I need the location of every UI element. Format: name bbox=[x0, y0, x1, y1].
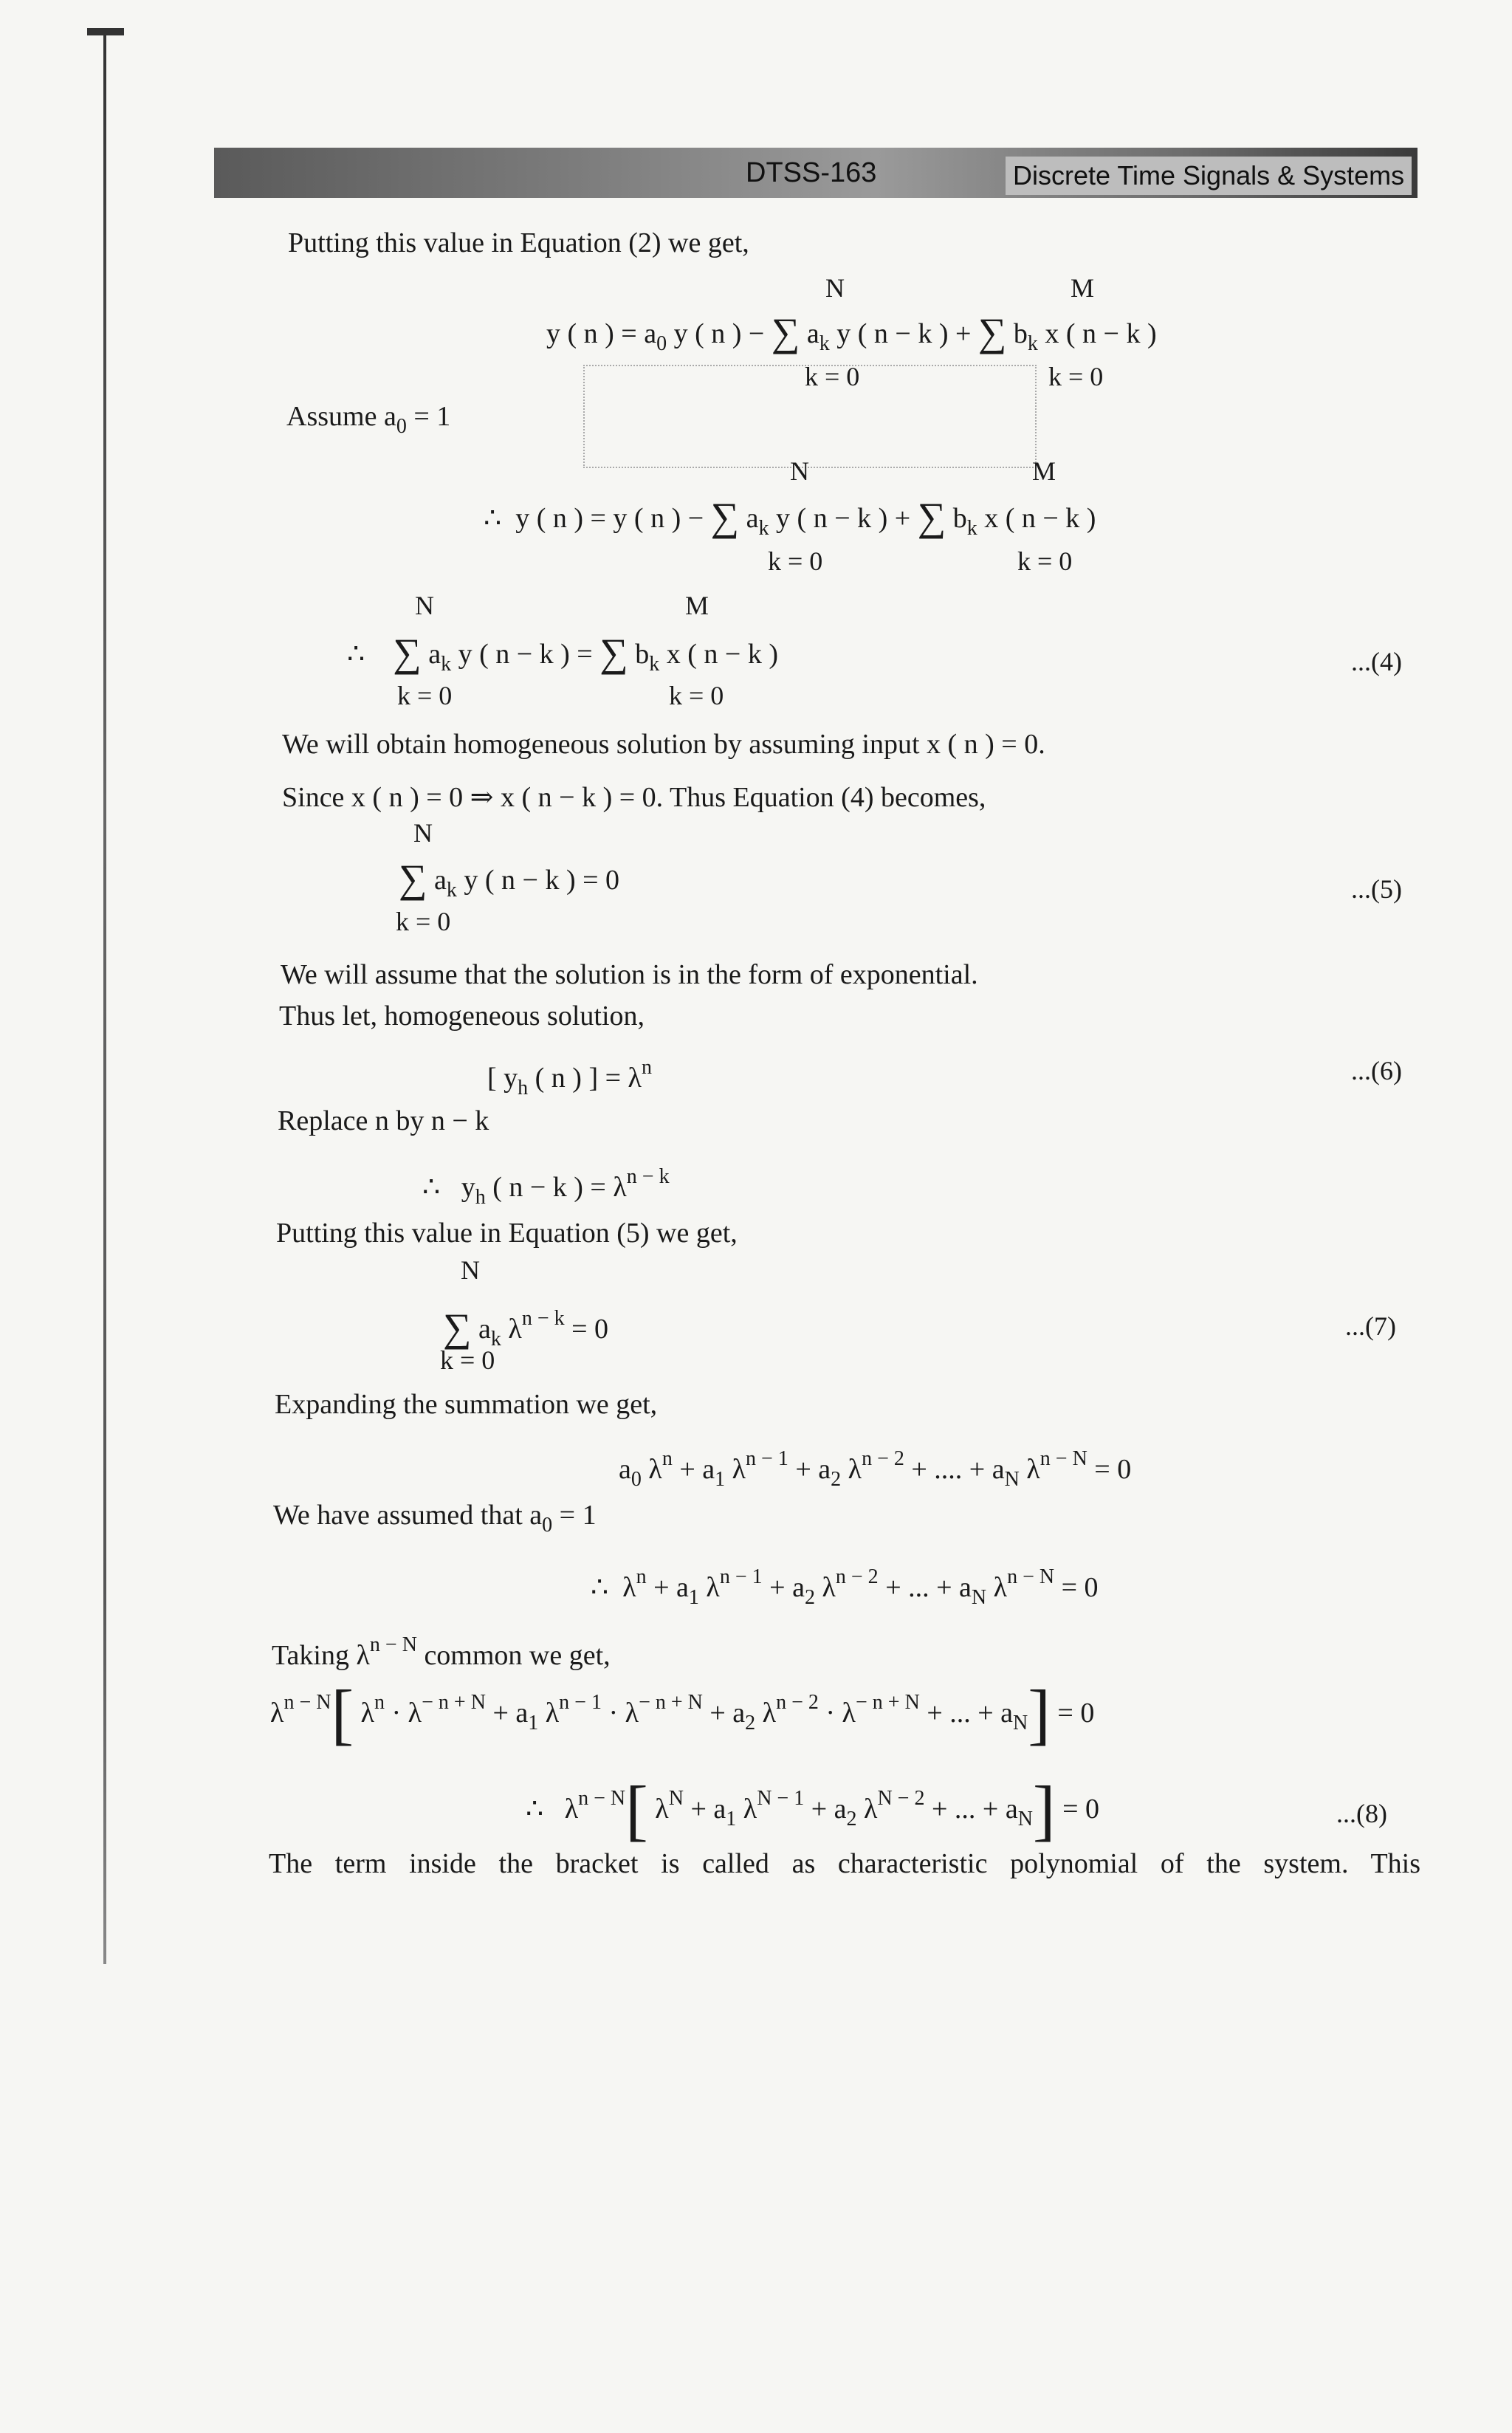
eq7-sum-lower: k = 0 bbox=[440, 1345, 495, 1375]
eq6-n-sup: n bbox=[641, 1056, 652, 1079]
take-t3: + a bbox=[485, 1698, 529, 1729]
exp2-s4: n − N bbox=[1007, 1565, 1055, 1588]
eq1-ak-sub: k bbox=[819, 332, 830, 355]
assumed-a0-text bbox=[273, 1497, 597, 1543]
assume-a0-label: Assume a bbox=[286, 401, 396, 432]
equation-1 bbox=[546, 310, 1157, 362]
eq4-sigma2: ∑ bbox=[599, 631, 628, 675]
eq1-tail: x ( n − k ) bbox=[1037, 318, 1157, 349]
eq8-s2: N − 1 bbox=[757, 1787, 805, 1810]
eq8-therefore: ∴ bbox=[526, 1794, 544, 1825]
exp2-a2-sub: 2 bbox=[804, 1586, 815, 1609]
eq2-bk-sub: k bbox=[966, 517, 977, 540]
assume-a0-sub: 0 bbox=[396, 415, 407, 438]
eq8-a2-sub: 2 bbox=[846, 1808, 857, 1830]
take-t8: · λ bbox=[818, 1698, 856, 1729]
exp2-s2: n − 1 bbox=[719, 1565, 763, 1588]
eq4-bk-sub: k bbox=[649, 653, 660, 676]
expansion-equation-2 bbox=[591, 1559, 1099, 1616]
eq7-sum-upper: N bbox=[461, 1255, 480, 1285]
take-s1: n bbox=[374, 1691, 385, 1714]
eq7-sup: n − k bbox=[521, 1307, 565, 1330]
equation-4 bbox=[347, 631, 778, 682]
exp1-s4: n − N bbox=[1040, 1447, 1087, 1470]
exp1-a2-sub: 2 bbox=[831, 1468, 842, 1491]
take-t9: + ... + a bbox=[919, 1698, 1014, 1729]
exp2-t5: λ bbox=[814, 1572, 836, 1603]
exp1-a1-sub: 1 bbox=[715, 1468, 726, 1491]
eq2-sigma2: ∑ bbox=[917, 495, 946, 539]
exp2-t3: λ bbox=[698, 1572, 720, 1603]
eq4-a: a bbox=[428, 639, 441, 670]
take-s3: n − 1 bbox=[559, 1691, 602, 1714]
exp2-t7: λ bbox=[986, 1572, 1008, 1603]
equation-6 bbox=[487, 1050, 652, 1106]
exp1-a0-sub: 0 bbox=[630, 1468, 642, 1491]
equation-6b bbox=[422, 1159, 670, 1215]
exp1-t3: λ bbox=[725, 1454, 746, 1485]
take-t6: + a bbox=[702, 1698, 746, 1729]
taking-tail: common we get, bbox=[416, 1640, 611, 1671]
take-s0: n − N bbox=[284, 1691, 331, 1714]
eq1-a0-sub: 0 bbox=[656, 332, 667, 355]
since-text: Since x ( n ) = 0 ⇒ x ( n − k ) = 0. Thus Equation (4) becomes, bbox=[282, 782, 986, 813]
eq5-sigma: ∑ bbox=[399, 857, 427, 901]
exp1-t1: λ bbox=[641, 1454, 662, 1485]
eq4-b: b bbox=[635, 639, 650, 670]
expanding-text: Expanding the summation we get, bbox=[275, 1389, 658, 1420]
eq8-s3: N − 2 bbox=[877, 1787, 925, 1810]
eq1-mid1: y ( n ) − bbox=[667, 318, 772, 349]
take-right-bracket: ] bbox=[1028, 1676, 1051, 1751]
exp2-t4: + a bbox=[762, 1572, 805, 1603]
eq8-aN-sub: N bbox=[1017, 1808, 1033, 1830]
eq8-left-bracket: [ bbox=[625, 1772, 648, 1847]
eq5-sum-lower: k = 0 bbox=[396, 907, 451, 936]
eq6-lhs: [ y bbox=[487, 1063, 518, 1094]
replace-text: Replace n by n − k bbox=[278, 1105, 489, 1136]
exp2-a1-sub: 1 bbox=[688, 1586, 699, 1609]
eq8-right-bracket: ] bbox=[1032, 1772, 1056, 1847]
take-a1-sub: 1 bbox=[528, 1712, 539, 1734]
eq2-sum1-upper: N bbox=[790, 456, 809, 486]
eq4-sigma1: ∑ bbox=[393, 631, 422, 675]
eq2-lhs: y ( n ) = y ( n ) − bbox=[515, 503, 711, 534]
eq1-sum1-lower: k = 0 bbox=[805, 362, 860, 391]
exp1-a0: a bbox=[619, 1454, 631, 1485]
eq1-sum1-upper: N bbox=[825, 273, 845, 303]
assumed-a0-tail: = 1 bbox=[552, 1500, 597, 1531]
eq8-number: ...(8) bbox=[1336, 1799, 1387, 1828]
eq4-ak-sub: k bbox=[441, 653, 452, 676]
faint-box-outline bbox=[583, 365, 1037, 468]
eq8-a1-sub: 1 bbox=[726, 1808, 737, 1830]
exp1-t7: λ bbox=[1019, 1454, 1040, 1485]
eq7-lambda: λ bbox=[501, 1314, 522, 1345]
binding-line bbox=[103, 30, 106, 1964]
factored-equation bbox=[270, 1676, 1095, 1751]
eq6b-sup: n − k bbox=[626, 1165, 670, 1188]
eq6-number: ...(6) bbox=[1351, 1056, 1402, 1085]
eq5-number: ...(5) bbox=[1351, 874, 1402, 904]
assumed-a0-sub: 0 bbox=[542, 1514, 553, 1537]
assumed-a0-label: We have assumed that a bbox=[273, 1500, 543, 1531]
take-t2: · λ bbox=[385, 1698, 422, 1729]
taking-text bbox=[272, 1627, 611, 1673]
eq4-tail: x ( n − k ) bbox=[659, 639, 778, 670]
eq1-mid2: y ( n − k ) + bbox=[829, 318, 978, 349]
exp1-t4: + a bbox=[788, 1454, 831, 1485]
exp1-s2: n − 1 bbox=[746, 1447, 788, 1470]
take-s2: − n + N bbox=[422, 1691, 486, 1714]
eq5-ak-sub: k bbox=[446, 879, 457, 902]
eq2-sum2-upper: M bbox=[1032, 456, 1056, 486]
eq4-sum2-lower: k = 0 bbox=[669, 681, 724, 710]
putting-5-text: Putting this value in Equation (5) we get, bbox=[276, 1218, 738, 1249]
course-code: DTSS-163 bbox=[746, 157, 877, 188]
eq1-a: a bbox=[806, 318, 819, 349]
intro-text: Putting this value in Equation (2) we get, bbox=[288, 227, 749, 258]
eq1-sum2-lower: k = 0 bbox=[1048, 362, 1104, 391]
exp2-t1: λ bbox=[622, 1572, 636, 1603]
take-aN-sub: N bbox=[1013, 1712, 1028, 1734]
homogeneous-text: We will obtain homogeneous solution by assuming input x ( n ) = 0. bbox=[282, 729, 1045, 760]
take-t1: λ bbox=[354, 1698, 375, 1729]
assume-a0-tail: = 1 bbox=[406, 401, 451, 432]
exponential-text: We will assume that the solution is in the form of exponential. bbox=[281, 959, 978, 990]
eq5-sum-upper: N bbox=[413, 818, 433, 848]
eq7-number: ...(7) bbox=[1345, 1311, 1396, 1341]
eq1-sigma1: ∑ bbox=[771, 310, 800, 354]
exp1-s1: n bbox=[662, 1447, 673, 1470]
eq2-ak-sub: k bbox=[758, 517, 769, 540]
equation-5 bbox=[399, 857, 620, 908]
thus-let-text: Thus let, homogeneous solution, bbox=[279, 1001, 645, 1032]
take-t7: λ bbox=[755, 1698, 777, 1729]
eq8-lambda: λ bbox=[564, 1794, 579, 1825]
exp1-t2: + a bbox=[672, 1454, 715, 1485]
exp1-t5: λ bbox=[841, 1454, 862, 1485]
take-left-bracket: [ bbox=[331, 1676, 354, 1751]
eq2-sum1-lower: k = 0 bbox=[768, 546, 823, 576]
eq5-mid: y ( n − k ) = 0 bbox=[456, 865, 620, 896]
eq6b-therefore: ∴ bbox=[422, 1172, 441, 1203]
eq4-sum1-lower: k = 0 bbox=[397, 681, 453, 710]
eq4-sum1-upper: N bbox=[415, 591, 434, 620]
characteristic-polynomial-text: The term inside the bracket is called as characteristic polynomial of the system. This bbox=[269, 1848, 1420, 1879]
exp2-s3: n − 2 bbox=[835, 1565, 879, 1588]
eq6-h-sub: h bbox=[518, 1077, 529, 1099]
eq8-t6: + ... + a bbox=[924, 1794, 1018, 1825]
eq5-a: a bbox=[434, 865, 447, 896]
eq8-t3: λ bbox=[736, 1794, 757, 1825]
exp2-t2: + a bbox=[646, 1572, 689, 1603]
eq8-s0: n − N bbox=[578, 1787, 626, 1810]
exp1-t6: + .... + a bbox=[904, 1454, 1005, 1485]
eq4-number: ...(4) bbox=[1351, 647, 1402, 676]
eq7-a: a bbox=[478, 1314, 491, 1345]
eq1-bk-sub: k bbox=[1027, 332, 1038, 355]
assume-a0-text bbox=[286, 399, 450, 445]
eq2-therefore: ∴ bbox=[484, 503, 502, 534]
taking-sup: n − N bbox=[369, 1633, 417, 1656]
take-s4: − n + N bbox=[639, 1691, 703, 1714]
eq2-tail: x ( n − k ) bbox=[977, 503, 1096, 534]
eq4-therefore: ∴ bbox=[347, 639, 365, 670]
exp1-aN-sub: N bbox=[1004, 1468, 1020, 1491]
take-tail: = 0 bbox=[1050, 1698, 1095, 1729]
eq2-sigma1: ∑ bbox=[710, 495, 740, 539]
eq2-a: a bbox=[746, 503, 759, 534]
eq6b-lhs: y bbox=[461, 1172, 475, 1203]
eq8-t2: + a bbox=[683, 1794, 726, 1825]
eq1-sigma2: ∑ bbox=[977, 310, 1007, 354]
eq4-sum2-upper: M bbox=[685, 591, 709, 620]
equation-8 bbox=[526, 1772, 1099, 1847]
eq4-mid: y ( n − k ) = bbox=[451, 639, 600, 670]
take-s6: − n + N bbox=[856, 1691, 920, 1714]
eq2-sum2-lower: k = 0 bbox=[1017, 546, 1073, 576]
exp2-t8: = 0 bbox=[1054, 1572, 1099, 1603]
eq8-t5: λ bbox=[856, 1794, 878, 1825]
take-a2-sub: 2 bbox=[745, 1712, 756, 1734]
eq8-t4: + a bbox=[804, 1794, 847, 1825]
exp1-t8: = 0 bbox=[1087, 1454, 1132, 1485]
eq1-lhs: y ( n ) = a bbox=[546, 318, 657, 349]
eq6b-h-sub: h bbox=[475, 1186, 486, 1209]
expansion-equation-1 bbox=[619, 1441, 1131, 1497]
take-lambda: λ bbox=[270, 1698, 284, 1729]
eq7-tail: = 0 bbox=[564, 1314, 609, 1345]
eq2-b: b bbox=[952, 503, 967, 534]
take-t4: λ bbox=[538, 1698, 560, 1729]
exp2-therefore: ∴ bbox=[591, 1572, 609, 1603]
equation-2 bbox=[484, 495, 1096, 546]
eq8-t1: λ bbox=[647, 1794, 669, 1825]
exp2-t6: + ... + a bbox=[878, 1572, 972, 1603]
take-s5: n − 2 bbox=[776, 1691, 819, 1714]
eq6b-mid: ( n − k ) = λ bbox=[485, 1172, 627, 1203]
eq1-sum2-upper: M bbox=[1071, 273, 1095, 303]
take-t5: · λ bbox=[601, 1698, 639, 1729]
eq7-ak-sub: k bbox=[490, 1328, 501, 1351]
eq1-b: b bbox=[1013, 318, 1028, 349]
eq2-mid: y ( n − k ) + bbox=[769, 503, 918, 534]
eq8-s1: N bbox=[668, 1787, 684, 1810]
eq6-mid: ( n ) ] = λ bbox=[528, 1063, 642, 1094]
exp2-aN-sub: N bbox=[971, 1586, 987, 1609]
exp2-s1: n bbox=[636, 1565, 647, 1588]
taking-label: Taking λ bbox=[272, 1640, 370, 1671]
eq7-sigma: ∑ bbox=[443, 1305, 472, 1350]
exp1-s3: n − 2 bbox=[862, 1447, 904, 1470]
running-title: Discrete Time Signals & Systems bbox=[1006, 157, 1412, 195]
eq8-tail: = 0 bbox=[1055, 1794, 1099, 1825]
